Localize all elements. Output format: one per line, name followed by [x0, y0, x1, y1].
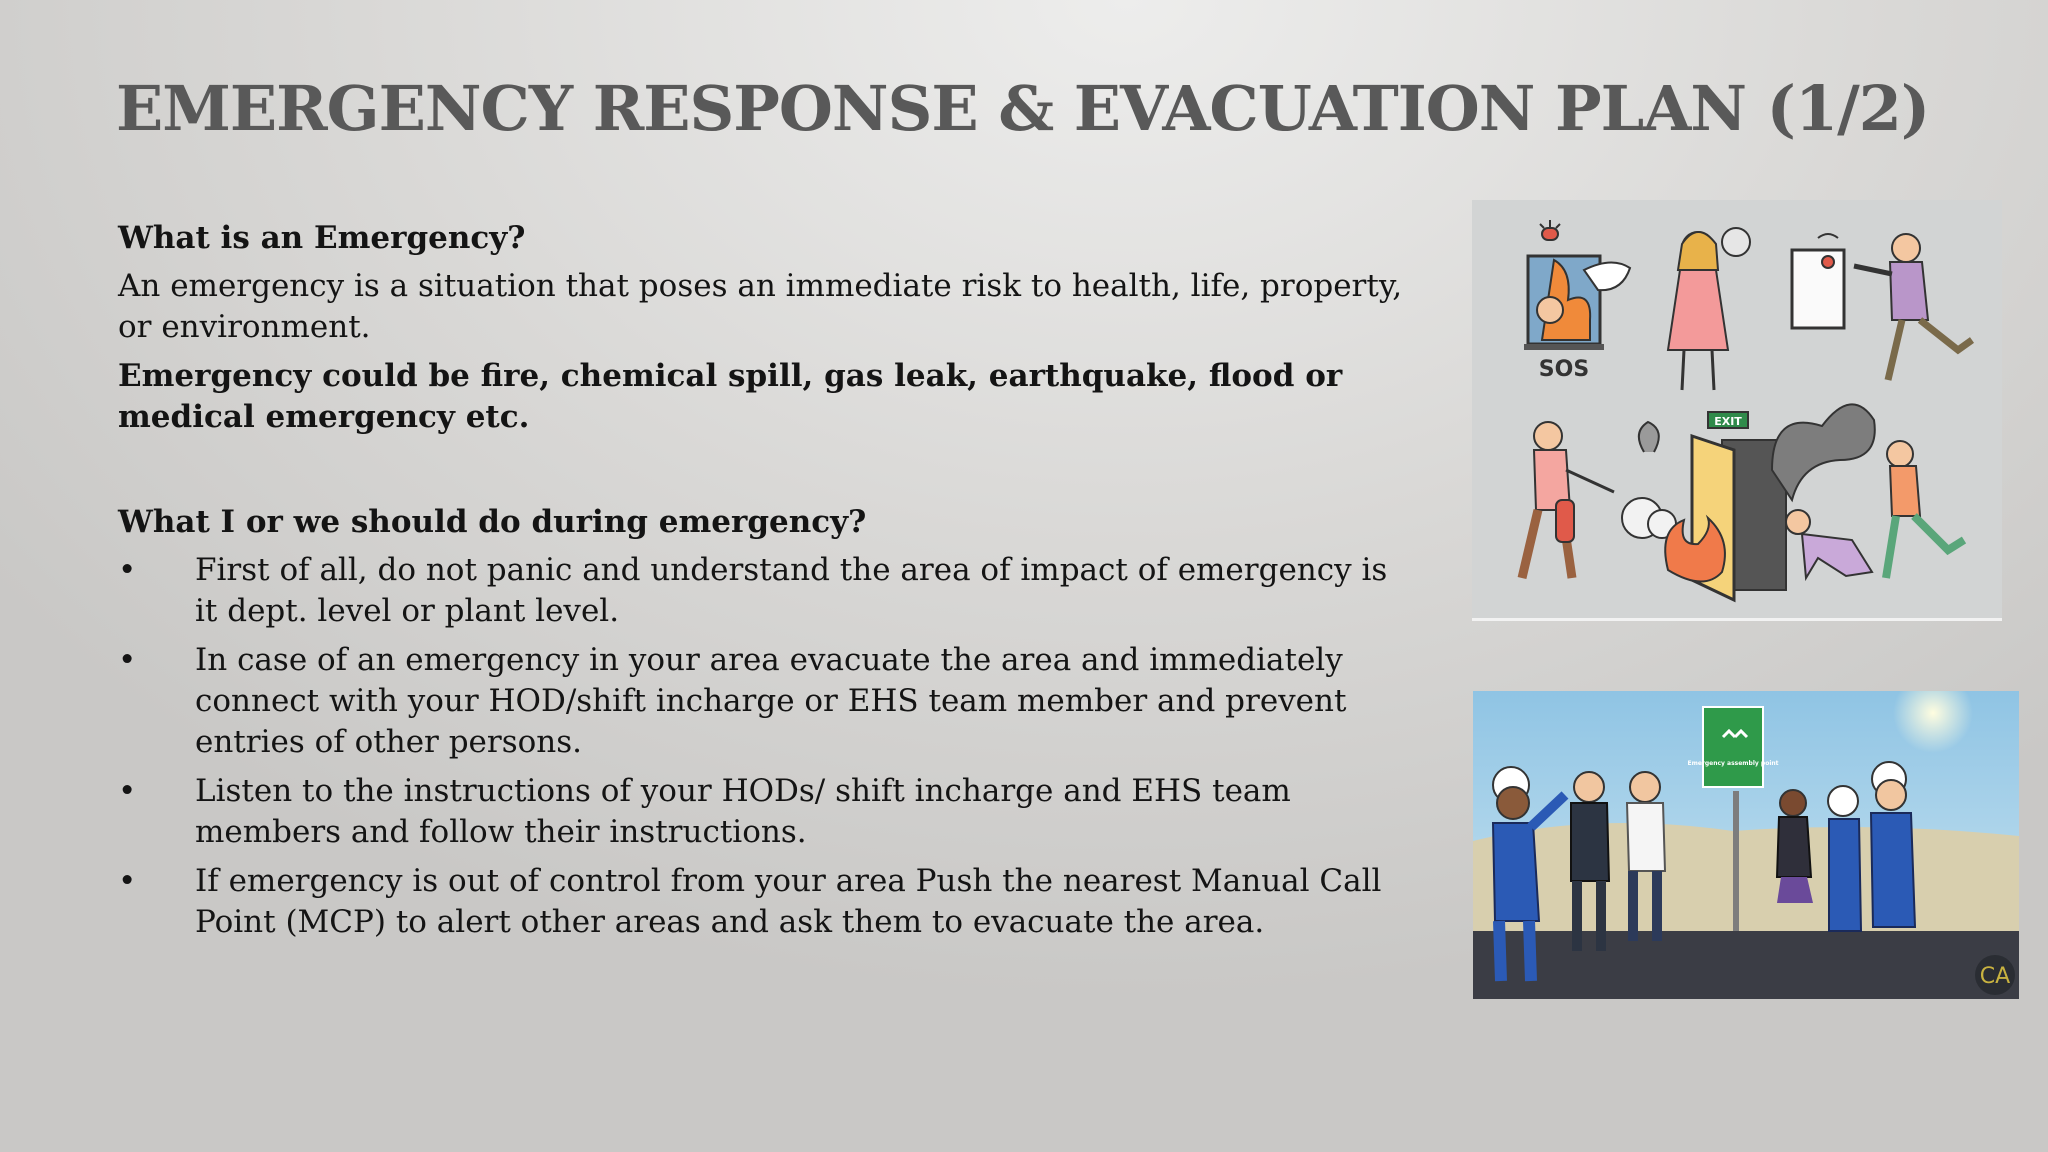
sos-window-scene — [1524, 220, 1630, 382]
list-item — [118, 640, 1418, 763]
bullet-icon: • — [118, 642, 137, 678]
emergency-scenes-svg — [1472, 200, 2002, 618]
list-item-text: Listen to the instructions of your HODs/ shift incharge and EHS team members and follow their instructions. — [195, 773, 1291, 850]
fire-extinguisher-icon — [1556, 500, 1574, 542]
desert-ground — [1473, 823, 2019, 931]
bullet-icon: • — [118, 773, 137, 809]
sos-label: SOS — [1538, 357, 1590, 382]
list-item — [118, 550, 1418, 632]
exit-label: EXIT — [1714, 415, 1742, 428]
list-item — [118, 861, 1418, 943]
list-item — [118, 771, 1418, 853]
list-item-text: If emergency is out of control from your area Push the nearest Manual Call Point (MCP) to alert other areas and ask them to evacuate the area. — [195, 863, 1382, 940]
assembly-point-svg — [1473, 691, 2019, 999]
list-item-text: In case of an emergency in your area evacuate the area and immediately connect with your HOD/shift incharge or EHS team member and prevent entries of other persons. — [195, 642, 1347, 760]
speech-bubble-icon — [1722, 228, 1750, 256]
assembly-point-illustration — [1473, 691, 2019, 999]
watermark-text: CA — [1979, 964, 2011, 989]
alarm-box-scene — [1792, 234, 1972, 380]
smoke-icon — [1772, 404, 1875, 500]
emergency-scenes-illustration — [1472, 200, 2002, 621]
alarm-light-icon — [1542, 228, 1558, 240]
bullet-icon: • — [118, 552, 137, 588]
spacer — [118, 438, 1418, 502]
road — [1473, 931, 2019, 999]
sign-text: Emergency assembly point — [1687, 760, 1779, 767]
slide-body — [118, 218, 1418, 951]
emergency-heading: What is an Emergency? — [118, 220, 526, 256]
emergency-definition: An emergency is a situation that poses an immediate risk to health, life, property, or environment. — [118, 268, 1403, 345]
slide-title: EMERGENCY RESPONSE & EVACUATION PLAN (1/2) — [116, 72, 1930, 145]
actions-heading: What I or we should do during emergency? — [118, 504, 867, 540]
actions-list — [118, 550, 1418, 943]
bullet-icon: • — [118, 863, 137, 899]
list-item-text: First of all, do not panic and understand the area of impact of emergency is it dept. level or plant level. — [195, 552, 1388, 629]
woman-calling-figure — [1668, 228, 1750, 390]
emergency-examples: Emergency could be fire, chemical spill, gas leak, earthquake, flood or medical emergency etc. — [118, 358, 1343, 435]
alarm-box-icon — [1792, 250, 1844, 328]
